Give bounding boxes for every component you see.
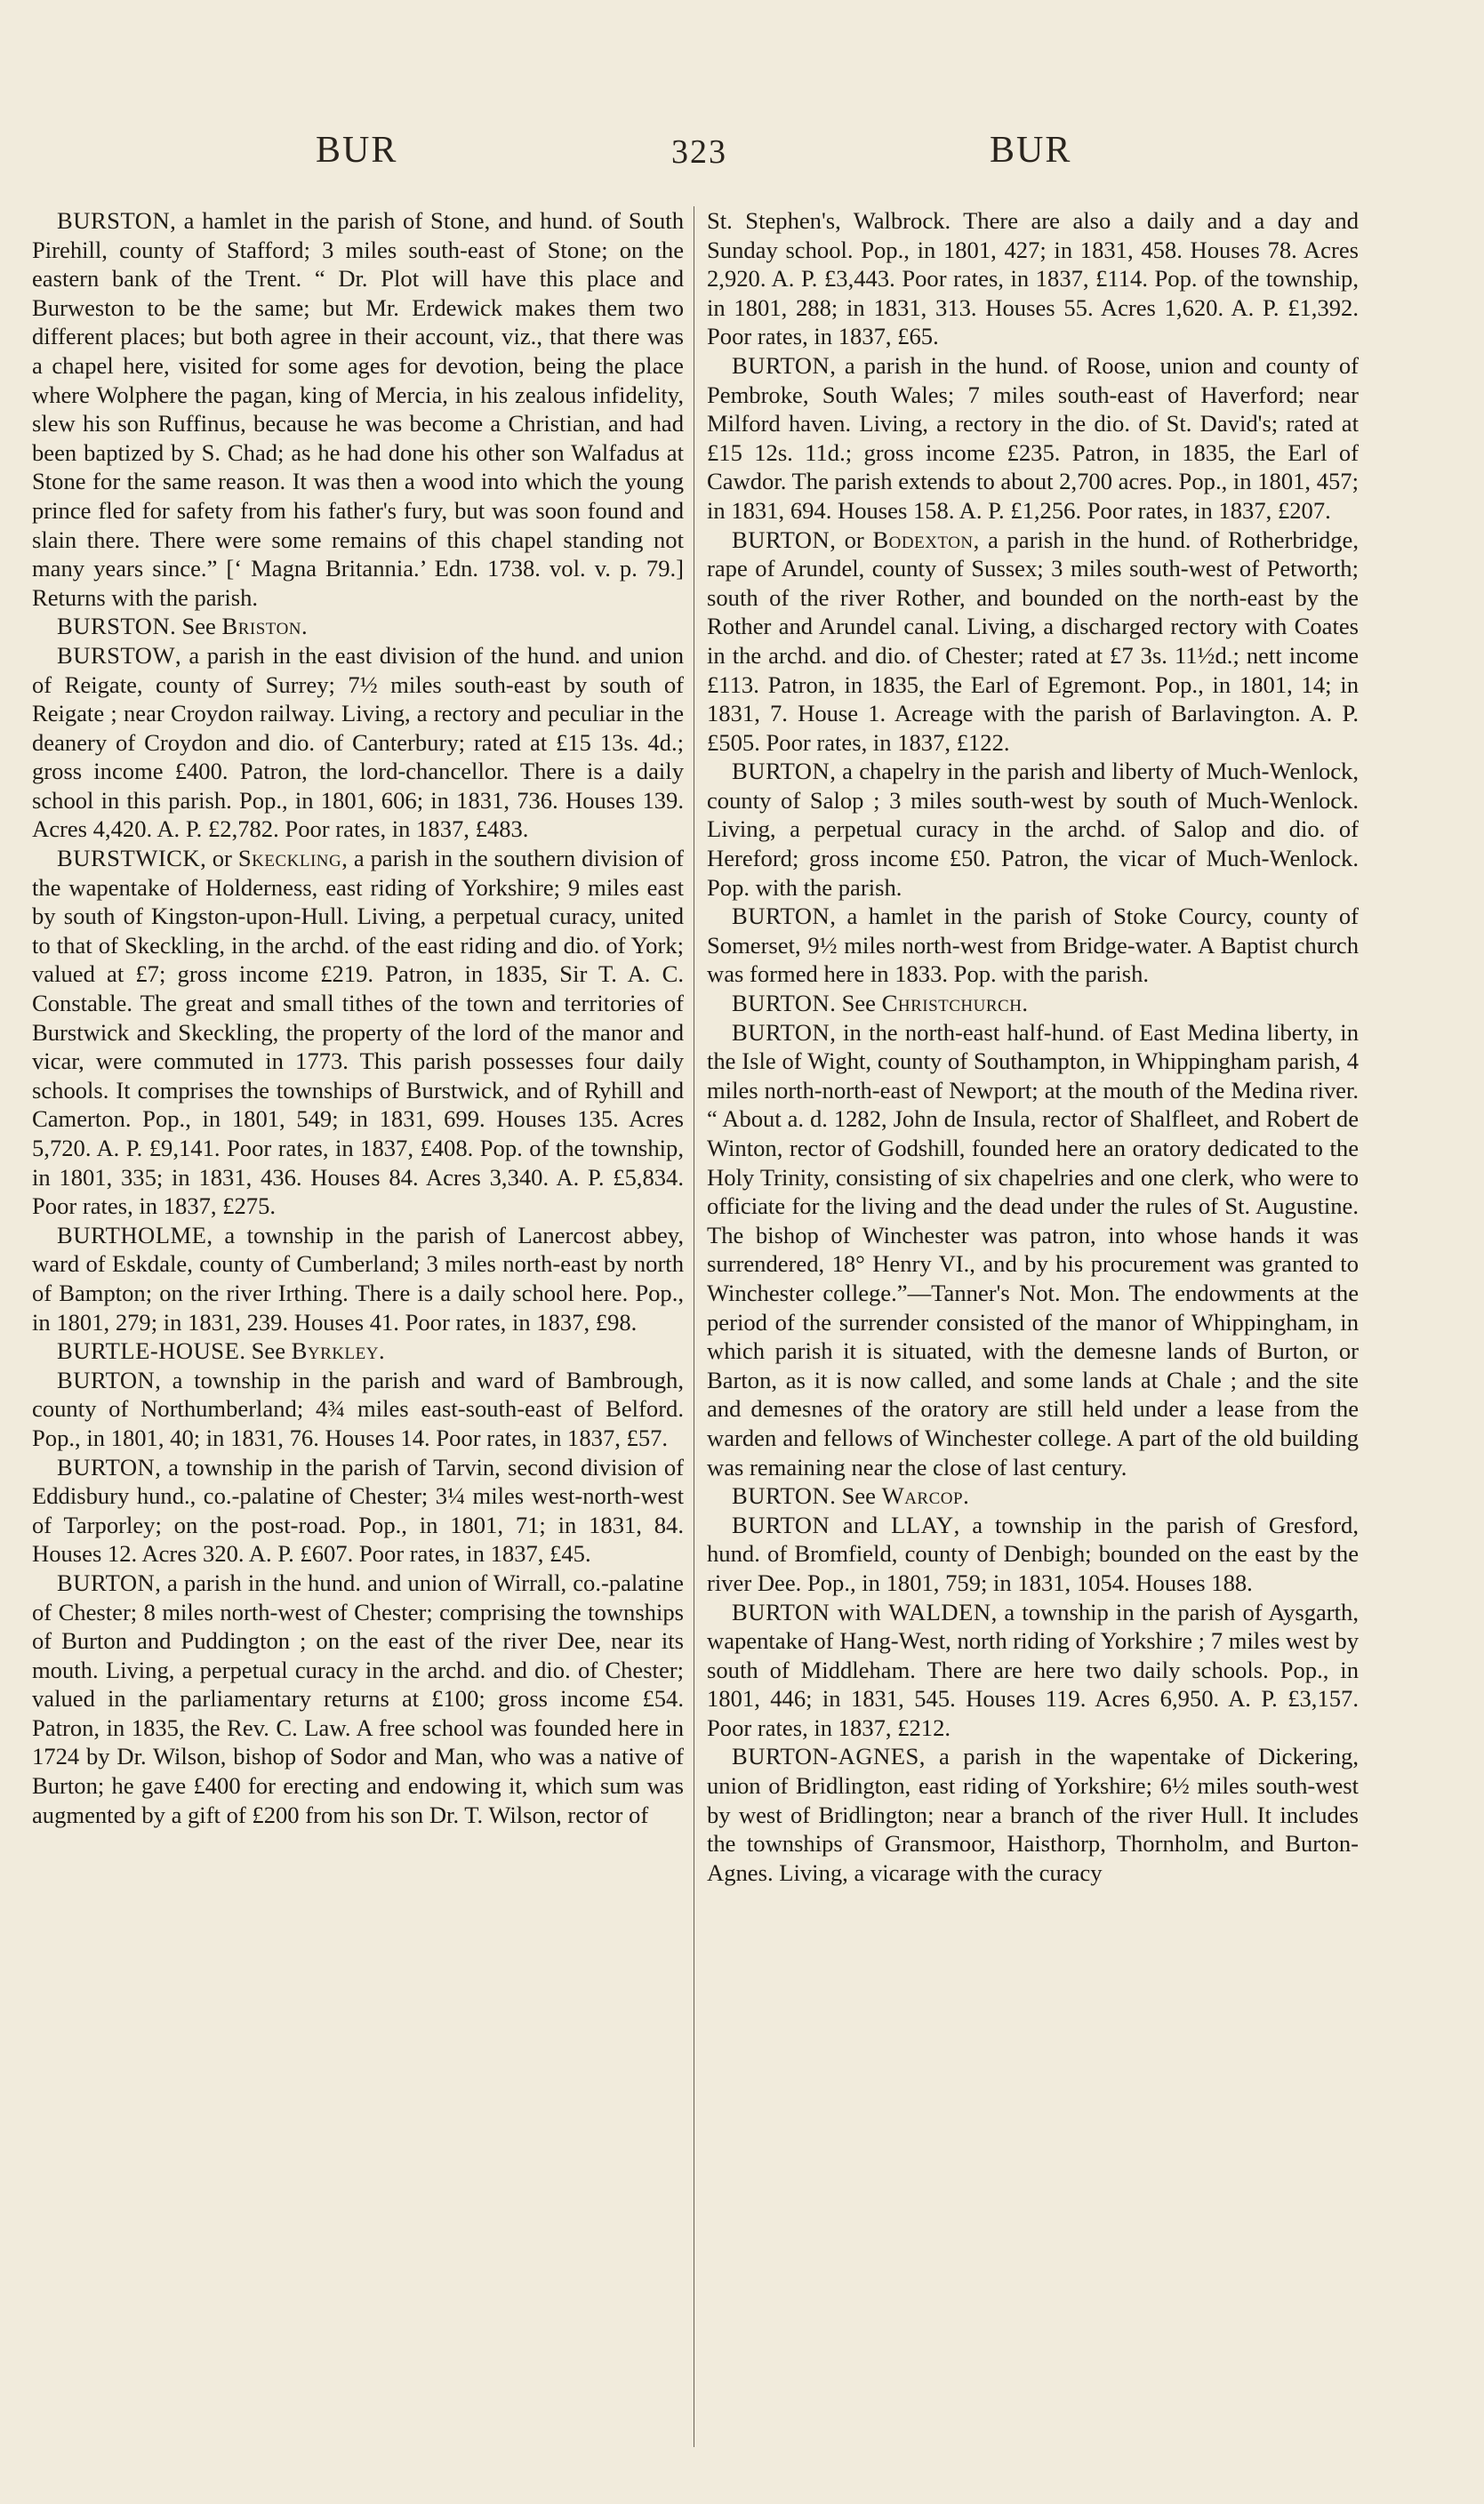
entry-text: , or bbox=[200, 845, 238, 872]
entry-text: . See bbox=[239, 1337, 292, 1365]
entry-burton-agnes bbox=[707, 1742, 1359, 1887]
entry-burton-salop bbox=[707, 757, 1359, 902]
entry-text: , a township in the parish of Tarvin, second division of Eddisbury hund., co.-palatine of Chester; 3¼ miles west-north-west of Tarporley; on the post-road. Pop., in 1801, 71; in 1831, 84. Houses 12. Acres 320. A. P. £607. Poor rates, in 1837, £45. bbox=[32, 1453, 684, 1568]
entry-burston-1 bbox=[32, 206, 684, 612]
entry-text: St. Stephen's, Walbrock. There are also a daily and a day and Sunday school. Pop., in 1801, 427; in 1831, 458. Houses 78. Acres 2,920. A. P. £3,443. Poor rates, in 1837, £114. Pop. of the township, in 1801, 288; in 1831, 313. Houses 55. Acres 1,620. A. P. £1,392. Poor rates, in 1837, £65. bbox=[707, 207, 1359, 350]
entry-burton-warcop bbox=[707, 1481, 1359, 1511]
alternate-name: Skeckling bbox=[237, 845, 342, 872]
entry-text: , a township in the parish and ward of Bambrough, county of Northumberland; 4¾ miles east-south-east of Belford. Pop., in 1801, 40; in 1831, 76. Houses 14. Poor rates, in 1837, £57. bbox=[32, 1366, 684, 1451]
entry-burton-bambrough bbox=[32, 1366, 684, 1453]
headword: BURTON bbox=[57, 1569, 156, 1596]
entry-burton-and-llay bbox=[707, 1511, 1359, 1598]
entry-burton-pembroke bbox=[707, 351, 1359, 526]
cross-reference: Christchurch. bbox=[881, 990, 1029, 1017]
header-left-guideword: BUR bbox=[316, 130, 398, 171]
headword: BURSTON bbox=[57, 207, 171, 234]
entry-burton-wirrall-continued bbox=[707, 206, 1359, 351]
entry-burtle-house bbox=[32, 1336, 684, 1366]
header-right-guideword: BUR bbox=[990, 130, 1072, 171]
headword: BURTON bbox=[732, 903, 830, 930]
running-header bbox=[0, 129, 1484, 182]
headword: BURTON bbox=[732, 1018, 830, 1046]
left-column bbox=[32, 206, 684, 1829]
cross-reference: Briston. bbox=[221, 613, 309, 640]
entry-text: , a parish in the east division of the hund. and union of Reigate, county of Surrey; 7½ miles south-east by south of Reigate ; near Croydon railway. Living, a rectory and peculiar in the deanery of Croydon and dio. of Canterbury; rated at £15 13s. 4d.; gross income £400. Patron, the lord-chancellor. There is a daily school in this parish. Pop., in 1801, 606; in 1831, 736. Houses 139. Acres 4,420. A. P. £2,782. Poor rates, in 1837, £483. bbox=[32, 641, 684, 843]
entry-text: . See bbox=[830, 990, 882, 1017]
entry-text: , a township in the parish of Aysgarth, wapentake of Hang-West, north riding of Yorkshire ; 7 miles west by south of Middleham. There are here two daily schools. Pop., in 1801, 446; in 1831, 545. Houses 119. Acres 6,950. A. P. £3,157. Poor rates, in 1837, £212. bbox=[707, 1598, 1359, 1741]
headword: BURTLE-HOUSE bbox=[57, 1337, 240, 1365]
entry-text: , or bbox=[830, 526, 873, 553]
headword: BURSTWICK bbox=[57, 845, 201, 872]
entry-burton-christchurch bbox=[707, 989, 1359, 1018]
headword: BURTON bbox=[732, 758, 830, 785]
entry-text: , a parish in the hund. of Roose, union and county of Pembroke, South Wales; 7 miles south-east of Haverford; near Milford haven. Living, a rectory in the dio. of St. David's; rated at £15 12s. 11d.; gross income £235. Patron, in 1835, the Earl of Cawdor. The parish extends to about 2,700 acres. Pop., in 1801, 457; in 1831, 694. Houses 158. A. P. £1,256. Poor rates, in 1837, £207. bbox=[707, 351, 1359, 524]
entry-burton-wirrall bbox=[32, 1569, 684, 1829]
headword: BURTON bbox=[732, 526, 830, 553]
headword: BURTON bbox=[57, 1453, 156, 1481]
cross-reference: Warcop. bbox=[881, 1482, 970, 1510]
entry-burton-tarvin bbox=[32, 1453, 684, 1569]
entry-burton-bodexton bbox=[707, 526, 1359, 758]
headword: BURTHOLME bbox=[57, 1221, 207, 1248]
entry-burstow bbox=[32, 641, 684, 844]
entry-burtholme bbox=[32, 1221, 684, 1336]
entry-text: , in the north-east half-hund. of East Medina liberty, in the Isle of Wight, county of Southampton, in Whippingham parish, 4 miles north-north-east of Newport; at the mouth of the Medina river. “ About a. d. 1282, John de Insula, rector of Shalfleet, and Robert de Winton, rector of Godshill, founded here an oratory dedicated to the Holy Trinity, consisting of six chapelries and one clerk, who were to officiate for the living and the dead under the rules of St. Augustine. The bishop of Winchester was patron, into whose hands it was surrendered, 18° Henry VI., and by his procurement was granted to Winchester college.”—Tanner's Not. Mon. The endowments at the period of the surrender consisted of the manor of Whippingham, in which parish it is situated, with the demesne lands of Burton, or Barton, as it is now called, and some lands at Chale ; and the site and demesnes of the oratory are still held under a lease from the warden and fellows of Winchester college. A part of the old building was remaining near the close of last century. bbox=[707, 1018, 1359, 1481]
headword: BURTON bbox=[732, 351, 830, 379]
entry-text: , a chapelry in the parish and liberty of Much-Wenlock, county of Salop ; 3 miles south-west by south of Much-Wenlock. Living, a perpetual curacy in the archd. of Salop and dio. of Hereford; gross income £50. Patron, the vicar of Much-Wenlock. Pop. with the parish. bbox=[707, 758, 1359, 901]
right-column bbox=[707, 206, 1359, 1887]
entry-text: , a parish in the hund. and union of Wirrall, co.-palatine of Chester; 8 miles north-west of Chester; comprising the townships of Burton and Puddington ; on the east of the river Dee, near its mouth. Living, a perpetual curacy in the archd. and dio. of Chester; valued in the parliamentary returns at £100; gross income £54. Patron, in 1835, the Rev. C. Law. A free school was founded here in 1724 by Dr. Wilson, bishop of Sodor and Man, who was a native of Burton; he gave £400 for erecting and endowing it, which sum was augmented by a gift of £200 from his son Dr. T. Wilson, rector of bbox=[32, 1569, 684, 1828]
entry-burton-wight bbox=[707, 1018, 1359, 1482]
entry-burton-somerset bbox=[707, 902, 1359, 989]
alternate-name: Bodexton bbox=[872, 526, 974, 553]
headword: BURTON bbox=[732, 1482, 830, 1510]
entry-text: . See bbox=[170, 613, 222, 640]
headword: BURTON-AGNES bbox=[732, 1743, 919, 1770]
headword: BURSTOW bbox=[57, 641, 176, 669]
entry-text: , a hamlet in the parish of Stone, and hund. of South Pirehill, county of Stafford; 3 miles south-east of Stone; on the eastern bank of the Trent. “ Dr. Plot will have this place and Burweston to be the same; but Mr. Erdewick makes them two different places; but both agree in their account, viz., that there was a chapel here, visited for some ages for devotion, being the place where Wolphere the pagan, king of Mercia, in his zealous infidelity, slew his son Ruffinus, because he was become a Christian, and had been baptized by S. Chad; as he had done his other son Walfadus at Stone for the same reason. It was then a wood into which the young prince fled for safety from his father's fury, but was soon found and slain there. There were some remains of this chapel standing not many years since.” [‘ Magna Britannia.’ Edn. 1738. vol. v. p. 79.] Returns with the parish. bbox=[32, 207, 684, 611]
entry-text: , a township in the parish of Gresford, hund. of Bromfield, county of Denbigh; bounded on the east by the river Dee. Pop., in 1801, 759; in 1831, 1054. Houses 188. bbox=[707, 1511, 1359, 1596]
headword: BURSTON bbox=[57, 613, 171, 640]
entry-text-continued: , a parish in the southern division of the wapentake of Holderness, east riding of Yorkshire; 9 miles east by south of Kingston-upon-Hull. Living, a perpetual curacy, united to that of Skeckling, in the archd. of the east riding and dio. of York; valued at £7; gross income £219. Patron, in 1835, Sir T. A. C. Constable. The great and small tithes of the town and territories of Burstwick and Skeckling, the property of the lord of the manor and vicar, were commuted in 1773. This parish possesses four daily schools. It comprises the townships of Burstwick, and of Ryhill and Camerton. Pop., in 1801, 549; in 1831, 699. Houses 135. Acres 5,720. A. P. £9,141. Poor rates, in 1837, £408. Pop. of the township, in 1801, 335; in 1831, 436. Houses 84. Acres 3,340. A. P. £5,834. Poor rates, in 1837, £275. bbox=[32, 845, 684, 1220]
entry-burstwick bbox=[32, 844, 684, 1221]
headword: BURTON bbox=[732, 990, 830, 1017]
entry-text-continued: , a parish in the hund. of Rotherbridge, rape of Arundel, county of Sussex; 3 miles south-west of Petworth; south of the river Rother, and bounded on the north-east by the Rother and Arundel canal. Living, a discharged rectory with Coates in the archd. and dio. of Chester; rated at £7 3s. 11½d.; nett income £113. Patron, in 1835, the Earl of Egremont. Pop., in 1801, 14; in 1831, 7. House 1. Acreage with the parish of Barlavington. A. P. £505. Poor rates, in 1837, £122. bbox=[707, 526, 1359, 756]
headword: BURTON with WALDEN bbox=[732, 1598, 991, 1625]
entry-text: , a hamlet in the parish of Stoke Courcy, county of Somerset, 9½ miles north-west from Bridge-water. A Baptist church was formed here in 1833. Pop. with the parish. bbox=[707, 903, 1359, 988]
entry-burton-with-walden bbox=[707, 1598, 1359, 1743]
entry-burston-2 bbox=[32, 612, 684, 641]
cross-reference: Byrkley. bbox=[291, 1337, 386, 1365]
headword: BURTON and LLAY bbox=[732, 1511, 954, 1538]
entry-text: , a township in the parish of Lanercost abbey, ward of Eskdale, county of Cumberland; 3 miles north-east by north of Bampton; on the river Irthing. There is a daily school here. Pop., in 1801, 279; in 1831, 239. Houses 41. Poor rates, in 1837, £98. bbox=[32, 1221, 684, 1336]
headword: BURTON bbox=[57, 1366, 156, 1393]
entry-text: , a parish in the wapentake of Dickering, union of Bridlington, east riding of Yorkshire; 6½ miles south-west by west of Bridlington; near a branch of the river Hull. It includes the townships of Gransmoor, Haisthorp, Thornholm, and Burton-Agnes. Living, a vicarage with the curacy bbox=[707, 1743, 1359, 1886]
entry-text: . See bbox=[830, 1482, 882, 1510]
page-number: 323 bbox=[671, 133, 727, 171]
